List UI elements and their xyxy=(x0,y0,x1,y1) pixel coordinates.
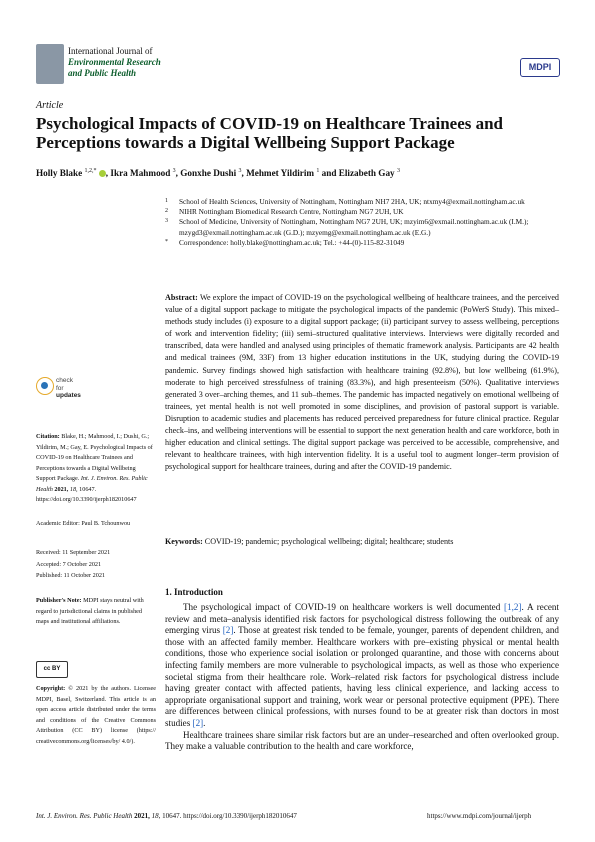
abstract xyxy=(165,292,559,473)
copyright: Copyright: © 2021 by the authors. Licensee MDPI, Basel, Switzerland. This article is an open access article distributed under the terms and conditions of the Creative Commons Attribution (CC BY) license (https:// creativecommons.org/licenses/by/ 4.0/). xyxy=(36,685,157,745)
abstract-text: We explore the impact of COVID-19 on the psychological wellbeing of healthcare trainees, and the perceived value of a digital support package to mitigate the psychological impacts of the pandemic (PoWerS Study). This mixed–methods study includes (i) exposure to a digital support package; (ii) participant survey to assess wellbeing, perceptions of work and intervention fidelity; (iii) semi–structured qualitative interviews. Interviews were digitally recorded and transcribed, data were handled and analysed using principles of thematic framework analysis. Participants are 42 health and medical trainees (9M, 33F) from 13 higher education institutions in the UK, studying during the COVID-19 pandemic. Survey findings showed high satisfaction with healthcare training (92.8%), but low wellbeing (61.9%), moderate to high perceived stressfulness of training (83.3%), and high presenteeism (50%). Qualitative interviews generated 3 over–arching themes, and 11 sub–themes. The pandemic has impacted negatively on emotional wellbeing of trainees, yet mental health is not well promoted in some disciplines, and provision of pastoral support is variable. Disruption to academic studies and placements has reduced perceived preparedness for future clinical practice. Regular check–ins, and wellbeing interventions will be essential to support the next generation health and care workforce, both in higher education and clinical settings. The digital support package was perceived to be accessible, comprehensive, and relevant to healthcare trainees, with high intervention fidelity. It is a useful tool to augment longer–term provision of psychological support for healthcare trainees, during and after the COVID-19 pandemic. xyxy=(165,293,559,472)
citation-link[interactable]: [2] xyxy=(222,625,234,636)
keywords-label: Keywords: xyxy=(165,537,203,546)
journal-line1: International Journal of xyxy=(68,46,153,56)
author-name: Mehmet Yildirim xyxy=(246,168,315,179)
author-affil-mark: 3 xyxy=(396,168,400,174)
check-for-updates-button[interactable] xyxy=(36,377,81,399)
intro-paragraph: The psychological impact of COVID-19 on healthcare workers is well documented [1,2]. A recent review and meta–analysis identified risk factors for psychological distress following the outbreak of any emerging virus [2]. Those at greatest risk tended to be female, younger, parents of dependent children, and those with an affected family member. Healthcare workers with pre–existing physical or mental health conditions, those who experience social isolation or prolonged quarantine, and those with concerns about infecting family members are more vulnerable to psychological impacts, as well as those who experience societal stigma from their healthcare role. Work–related risk factors for psychological distress include having greater contact with affected patients, having less clinical experience, and lacking access to appropriate organisational support and training, work wear or personal protective equipment (PPE). There are differences between clinical professions, with nurses found to be at greater risk than doctors in most studies [2]. xyxy=(165,602,559,728)
citation: Citation: Blake, H.; Mahmood, I.; Dushi, G.; Yildirim, M.; Gay, E. Psychological Impacts of COVID-19 on Healthcare Trainees and Perceptions towards a Digital Wellbeing Support Package. Int. J. Environ. Res. Public Health 2021, 18, 10647. https://doi.org/10.3390/ijerph182010647 xyxy=(36,433,153,503)
citation-link[interactable]: [2] xyxy=(192,717,204,728)
journal-name xyxy=(68,46,161,79)
author-name: Elizabeth Gay xyxy=(338,168,395,179)
author-name: Holly Blake xyxy=(36,168,83,179)
affiliation-item: 1 School of Health Sciences, University of Nottingham, Nottingham NH7 2HA, UK; ntxmy4@exmail.nottingham.ac.uk xyxy=(165,197,525,206)
affiliations xyxy=(165,197,555,248)
published-date: Published: 11 October 2021 xyxy=(36,572,106,580)
footer-journal-url[interactable]: https://www.mdpi.com/journal/ijerph xyxy=(427,812,532,820)
keywords xyxy=(165,536,559,547)
accepted-date: Accepted: 7 October 2021 xyxy=(36,560,102,568)
article-dates xyxy=(36,547,156,582)
journal-line3: and Public Health xyxy=(68,68,137,78)
received-date: Received: 11 September 2021 xyxy=(36,549,111,556)
keywords-text: COVID-19; pandemic; psychological wellbeing; digital; healthcare; students xyxy=(204,537,454,546)
introduction-body xyxy=(165,602,559,753)
affiliation-item: 2 NIHR Nottingham Biomedical Research Centre, Nottingham NG7 2UH, UK xyxy=(165,207,404,217)
correspondence: * Correspondence: holly.blake@nottingham.ac.uk; Tel.: +44-(0)-115-82-31049 xyxy=(165,237,405,247)
citation-link[interactable]: [1,2] xyxy=(504,602,522,612)
journal-line2: Environmental Research xyxy=(68,57,161,67)
affiliation-item: 3 School of Medicine, University of Nottingham, Nottingham NG7 2UH, UK; mzyim6@exmail.nottingham.ac.uk (I.M.); mzygd3@exmail.nottingham.ac.uk (G.D.); mzyemg@exmail.nottingham.ac.uk (E.G.) xyxy=(165,217,529,237)
cc-by-license-icon[interactable]: cc BY xyxy=(36,661,68,678)
check-for-updates-icon xyxy=(36,377,54,395)
check-line2: updates xyxy=(56,392,81,399)
orcid-icon[interactable] xyxy=(99,170,106,177)
journal-logo-icon xyxy=(36,44,64,84)
intro-paragraph: Healthcare trainees share similar risk factors but are an under–researched and often overlooked group. They make a valuable contribution to the health and care workforce, xyxy=(165,729,559,752)
citation-doi-link[interactable]: 10647. https://doi.org/10.3390/ijerph182010647 xyxy=(36,485,137,503)
author-affil-mark: 3 xyxy=(238,168,242,174)
author-name: Ikra Mahmood xyxy=(110,168,171,179)
publisher-note: Publisher's Note: MDPI stays neutral with regard to jurisdictional claims in published maps and institutional affiliations. xyxy=(36,597,144,625)
mdpi-logo: MDPI xyxy=(520,58,560,77)
author-affil-mark: 3 xyxy=(172,168,176,174)
author-affil-mark: 1 xyxy=(316,168,320,174)
abstract-label: Abstract: xyxy=(165,293,198,302)
article-title: Psychological Impacts of COVID-19 on Healthcare Trainees and Perceptions towards a Digital Wellbeing Support Package xyxy=(36,114,504,152)
author-affil-mark: 1,2,* xyxy=(84,168,97,174)
check-line1: check for xyxy=(56,377,73,392)
academic-editor: Academic Editor: Paul B. Tchounwou xyxy=(36,520,131,527)
article-type: Article xyxy=(36,100,64,111)
author-name: Gonxhe Dushi xyxy=(180,168,237,179)
footer-citation: Int. J. Environ. Res. Public Health 2021, 18, 10647. https://doi.org/10.3390/ijerph182010647 xyxy=(36,812,297,820)
section-heading-introduction: 1. Introduction xyxy=(165,587,223,597)
author-list: Holly Blake $^{1,2,*}$ , Ikra Mahmood $^3$, Gonxhe Dushi $^3$, Mehmet Yildirim $^1$ and Elizabeth Gay $^3$ xyxy=(36,168,400,179)
